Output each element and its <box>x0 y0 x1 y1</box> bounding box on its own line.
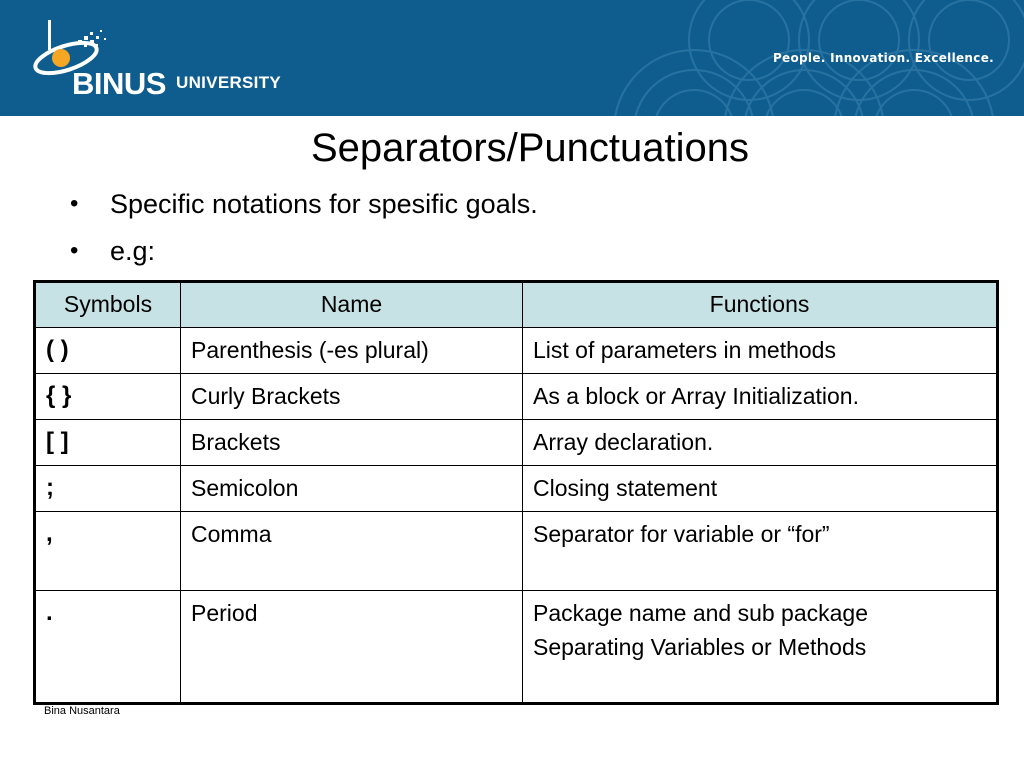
name-cell: Comma <box>181 512 523 591</box>
header-functions: Functions <box>523 282 998 328</box>
tagline: People. Innovation. Excellence. <box>772 51 994 65</box>
name-cell: Brackets <box>181 420 523 466</box>
name-cell: Semicolon <box>181 466 523 512</box>
function-cell: Array declaration. <box>523 420 998 466</box>
symbol-cell: . <box>35 591 181 704</box>
separators-table <box>33 280 999 705</box>
slide-title: Separators/Punctuations <box>310 126 750 170</box>
table-row <box>35 591 998 704</box>
logo-brand-text: BINUS <box>72 66 166 101</box>
symbol-cell: ( ) <box>35 328 181 374</box>
function-cell: As a block or Array Initialization. <box>523 374 998 420</box>
name-cell: Parenthesis (-es plural) <box>181 328 523 374</box>
symbol-cell: [ ] <box>35 420 181 466</box>
symbol-cell: , <box>35 512 181 591</box>
table-row <box>35 466 998 512</box>
symbol-cell: ; <box>35 466 181 512</box>
name-cell: Period <box>181 591 523 704</box>
header-banner <box>0 0 1024 116</box>
function-cell: List of parameters in methods <box>523 328 998 374</box>
footer-text: Bina Nusantara <box>44 705 120 717</box>
table-row <box>35 328 998 374</box>
function-cell: Closing statement <box>523 466 998 512</box>
header-symbols: Symbols <box>35 282 181 328</box>
table-header-row <box>35 282 998 328</box>
table-row <box>35 374 998 420</box>
binus-logo <box>28 18 308 101</box>
function-line: Package name and sub package <box>533 600 869 626</box>
function-cell: Separator for variable or “for” <box>523 512 998 591</box>
bullet-list <box>70 188 538 282</box>
bullet-item: • Specific notations for spesific goals. <box>70 188 538 220</box>
bullet-item: • e.g: <box>70 235 538 267</box>
function-cell <box>523 591 998 704</box>
table-row <box>35 420 998 466</box>
logo-suffix-text: UNIVERSITY <box>176 73 282 92</box>
header-name: Name <box>181 282 523 328</box>
function-line: Separating Variables or Methods <box>533 634 867 660</box>
symbol-cell: { } <box>35 374 181 420</box>
name-cell: Curly Brackets <box>181 374 523 420</box>
table-row <box>35 512 998 591</box>
